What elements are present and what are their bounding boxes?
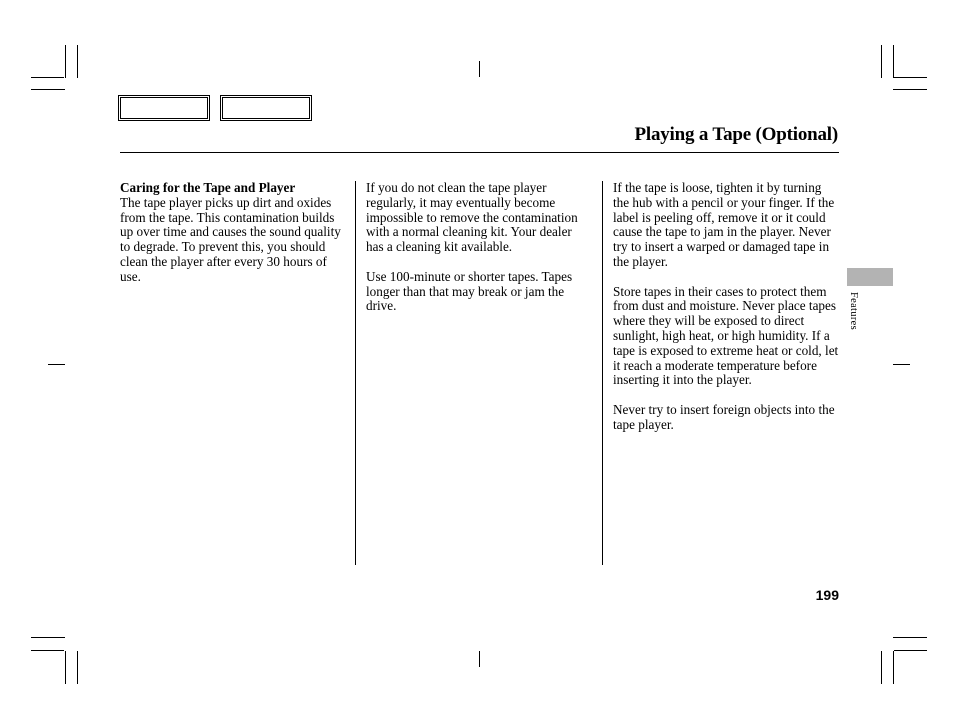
paragraph: Never try to insert foreign objects into the tape player. [613, 401, 835, 432]
page-number: 199 [815, 587, 839, 603]
nav-box-right[interactable] [220, 95, 312, 121]
paragraph: Use 100-minute or shorter tapes. Tapes longer than that may break or jam the drive. [366, 268, 573, 314]
paragraph: The tape player picks up dirt and oxides from the tape. This contamination builds up over time and causes the sound quality to degrade. To prevent this, you should clean the player after every 30 hours of use. [120, 194, 341, 284]
paragraph: If you do not clean the tape player regularly, it may eventually become impossible to remove the contamination with a normal cleaning kit. Your dealer has a cleaning kit available. [366, 180, 578, 255]
page-title: Playing a Tape (Optional) [634, 124, 838, 145]
section-tab-label: Features [848, 292, 859, 330]
column-3 [613, 181, 840, 447]
paragraph: Store tapes in their cases to protect them from dust and moisture. Never place tapes where they will be exposed to direct sunlight, high heat, or high humidity. If a tape is exposed to extreme heat or cold, let it reach a moderate temperature before inserting it into the player. [613, 283, 839, 388]
nav-box-left[interactable] [118, 95, 210, 121]
column-1 [120, 181, 346, 299]
column-2 [366, 181, 592, 329]
title-rule [120, 152, 839, 153]
column-divider-1 [355, 181, 356, 565]
section-heading: Caring for the Tape and Player [120, 180, 296, 195]
column-divider-2 [602, 181, 603, 565]
section-tab[interactable] [847, 268, 893, 286]
paragraph: If the tape is loose, tighten it by turning the hub with a pencil or your finger. If the label is peeling off, remove it or it could cause the tape to jam in the player. Never try to insert a warped or damaged tape in the player. [613, 180, 835, 269]
